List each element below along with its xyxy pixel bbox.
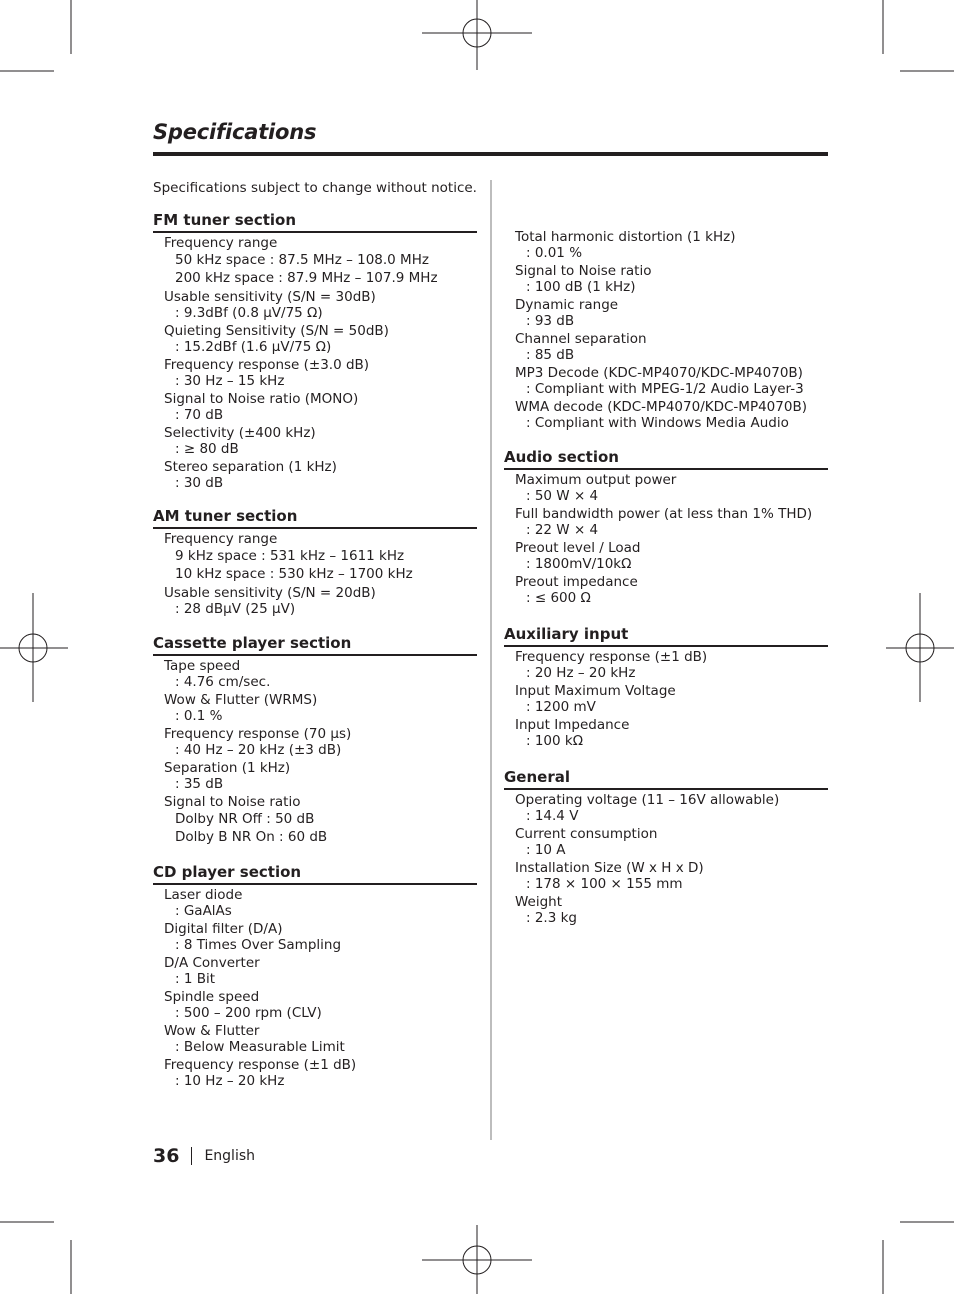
spec-value: : 4.76 cm/sec. [175,674,271,690]
spec-label: Wow & Flutter (WRMS) [164,692,318,708]
spec-value: : 22 W × 4 [526,522,599,538]
audio-section [504,447,828,608]
spec-label: Spindle speed [164,989,260,1005]
spec-label: Frequency response (70 μs) [164,726,352,742]
spec-value: : 10 A [526,842,566,858]
spec-value: : ≥ 80 dB [175,441,239,457]
spec-label: Tape speed [164,658,241,674]
spec-item [515,860,828,892]
spec-item [164,289,477,321]
language-label: English [204,1148,256,1164]
section-title: Auxiliary input [504,624,828,647]
spec-label: D/A Converter [164,955,260,971]
spec-value: : 40 Hz – 20 kHz (±3 dB) [175,742,342,758]
spec-value: : 14.4 V [526,808,579,824]
spec-label: Frequency response (±3.0 dB) [164,357,370,373]
spec-label: Input Impedance [515,717,630,733]
fm-tuner-section [153,210,477,493]
spec-value: : 500 – 200 rpm (CLV) [175,1005,322,1021]
spec-value: : 1800mV/10kΩ [526,556,632,572]
page-number: 36 [153,1145,180,1167]
spec-list [153,233,477,491]
spec-label: Frequency range [164,235,278,251]
spec-label: Laser diode [164,887,243,903]
spec-item [515,826,828,858]
spec-value: : 20 Hz – 20 kHz [526,665,636,681]
spec-value: : 2.3 kg [526,910,577,926]
spec-value: 50 kHz space : 87.5 MHz – 108.0 MHz [175,252,429,268]
spec-list [504,470,828,606]
spec-item [164,323,477,355]
spec-value: : 10 Hz – 20 kHz [175,1073,285,1089]
spec-label: Stereo separation (1 kHz) [164,459,337,475]
spec-label: MP3 Decode (KDC-MP4070/KDC-MP4070B) [515,365,803,381]
spec-item [164,391,477,423]
spec-label: Usable sensitivity (S/N = 30dB) [164,289,376,305]
spec-label: Total harmonic distortion (1 kHz) [515,229,736,245]
spec-item [164,357,477,389]
spec-label: Frequency response (±1 dB) [164,1057,357,1073]
spec-item [164,921,477,953]
spec-label: Frequency range [164,531,278,547]
section-title: AM tuner section [153,506,477,529]
spec-list [153,656,477,846]
spec-label: Channel separation [515,331,647,347]
page-title: Specifications [153,120,317,144]
spec-value: : Below Measurable Limit [175,1039,345,1055]
auxiliary-input-section [504,624,828,751]
section-title: FM tuner section [153,210,477,233]
spec-label: Preout impedance [515,574,638,590]
spec-value: 200 kHz space : 87.9 MHz – 107.9 MHz [175,270,438,286]
spec-item [164,1023,477,1055]
spec-item [515,717,828,749]
spec-item [515,263,828,295]
spec-label: Current consumption [515,826,658,842]
spec-item [515,229,828,261]
spec-item [515,540,828,572]
spec-list [504,647,828,749]
spec-item [164,760,477,792]
spec-item [164,459,477,491]
footer-separator [191,1147,192,1165]
spec-value: : 1 Bit [175,971,216,987]
column-divider [490,180,492,1140]
spec-value: : Compliant with Windows Media Audio [526,415,789,431]
spec-list [504,227,828,431]
spec-label: Signal to Noise ratio [515,263,652,279]
title-rule [153,152,828,156]
spec-item [515,297,828,329]
spec-value: : 9.3dBf (0.8 μV/75 Ω) [175,305,323,321]
spec-item [515,894,828,926]
spec-label: Dynamic range [515,297,619,313]
cassette-player-section [153,633,477,848]
spec-value: : 70 dB [175,407,224,423]
spec-value: : 100 dB (1 kHz) [526,279,636,295]
spec-value: : 178 × 100 × 155 mm [526,876,683,892]
section-title: CD player section [153,862,477,885]
spec-value: : 15.2dBf (1.6 μV/75 Ω) [175,339,332,355]
spec-list [153,529,477,617]
spec-value: : ≤ 600 Ω [526,590,591,606]
spec-label: Preout level / Load [515,540,641,556]
spec-value: : 1200 mV [526,699,596,715]
spec-label: Signal to Noise ratio [164,794,301,810]
spec-label: Operating voltage (11 – 16V allowable) [515,792,780,808]
spec-label: Input Maximum Voltage [515,683,676,699]
spec-list [153,885,477,1089]
spec-item [515,649,828,681]
spec-value: : 100 kΩ [526,733,584,749]
spec-label: Full bandwidth power (at less than 1% THD) [515,506,813,522]
spec-label: WMA decode (KDC-MP4070/KDC-MP4070B) [515,399,807,415]
spec-item [515,472,828,504]
spec-label: Weight [515,894,563,910]
spec-label: Separation (1 kHz) [164,760,291,776]
page-footer [153,1145,255,1167]
spec-item [164,955,477,987]
spec-value: 10 kHz space : 530 kHz – 1700 kHz [175,566,413,582]
spec-item [164,794,477,846]
spec-item [515,792,828,824]
spec-value: Dolby B NR On : 60 dB [175,829,328,845]
spec-label: Installation Size (W x H x D) [515,860,704,876]
spec-label: Usable sensitivity (S/N = 20dB) [164,585,376,601]
spec-value: Dolby NR Off : 50 dB [175,811,315,827]
spec-item [164,425,477,457]
am-tuner-section [153,506,477,619]
section-title: General [504,767,828,790]
spec-value: : 30 dB [175,475,224,491]
cd-player-section-continued [504,227,828,433]
spec-label: Quieting Sensitivity (S/N = 50dB) [164,323,389,339]
spec-label: Frequency response (±1 dB) [515,649,708,665]
spec-item [164,235,477,287]
spec-item [164,989,477,1021]
spec-label: Maximum output power [515,472,677,488]
spec-item [515,574,828,606]
section-title: Cassette player section [153,633,477,656]
spec-value: : 93 dB [526,313,575,329]
spec-list [504,790,828,926]
spec-item [164,585,477,617]
spec-value: : GaAlAs [175,903,232,919]
spec-value: : 0.1 % [175,708,223,724]
spec-item [515,683,828,715]
spec-item [164,726,477,758]
spec-value: : 50 W × 4 [526,488,599,504]
spec-item [164,658,477,690]
spec-item [164,1057,477,1089]
spec-label: Wow & Flutter [164,1023,260,1039]
change-notice: Specifications subject to change without notice. [153,180,477,196]
spec-value: : 28 dBμV (25 μV) [175,601,296,617]
cd-player-section [153,862,477,1091]
spec-item [515,365,828,397]
spec-value: : 0.01 % [526,245,583,261]
spec-value: : 35 dB [175,776,224,792]
spec-item [164,692,477,724]
spec-label: Signal to Noise ratio (MONO) [164,391,359,407]
spec-value: 9 kHz space : 531 kHz – 1611 kHz [175,548,405,564]
spec-label: Digital filter (D/A) [164,921,283,937]
spec-value: : 85 dB [526,347,575,363]
spec-item [164,887,477,919]
spec-item [515,506,828,538]
spec-value: : 30 Hz – 15 kHz [175,373,285,389]
section-title: Audio section [504,447,828,470]
spec-value: : 8 Times Over Sampling [175,937,342,953]
spec-item [164,531,477,583]
spec-item [515,331,828,363]
spec-value: : Compliant with MPEG-1/2 Audio Layer-3 [526,381,804,397]
spec-item [515,399,828,431]
spec-label: Selectivity (±400 kHz) [164,425,316,441]
general-section [504,767,828,928]
